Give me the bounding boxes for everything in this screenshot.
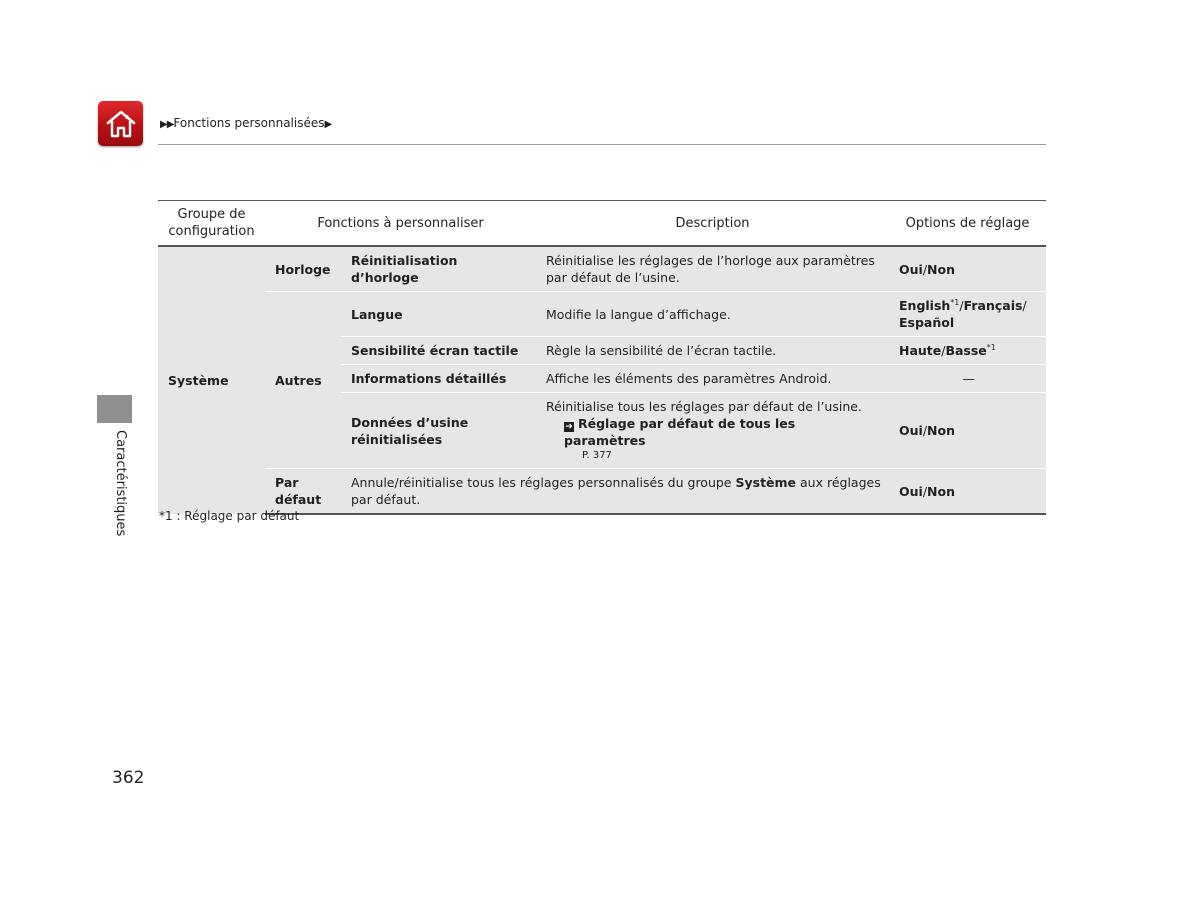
table-row xyxy=(158,469,1046,515)
description-cell xyxy=(536,393,889,469)
options-cell: — xyxy=(889,365,1046,393)
table-row xyxy=(158,292,1046,337)
category-cell: Horloge xyxy=(265,246,341,292)
function-cell: Réinitialisation d’horloge xyxy=(341,246,536,292)
header-options: Options de réglage xyxy=(889,201,1046,247)
footnote: *1 : Réglage par défaut xyxy=(159,509,300,523)
breadcrumb-suffix-arrow: ▶ xyxy=(324,119,332,130)
group-cell: Système xyxy=(158,246,265,514)
function-cell: Langue xyxy=(341,292,536,337)
options-cell: Oui/Non xyxy=(889,469,1046,515)
options-cell: English$^{*1}$/Français/ Español xyxy=(889,292,1046,337)
header-description: Description xyxy=(536,201,889,247)
category-cell: Autres xyxy=(265,292,341,469)
options-cell: Haute/Basse$^{*1}$ xyxy=(889,337,1046,365)
home-button[interactable] xyxy=(98,101,143,146)
header-group: Groupe de configuration xyxy=(158,201,265,247)
description-cell: Réinitialise les réglages de l’horloge aux paramètres par défaut de l’usine. xyxy=(536,246,889,292)
table-row xyxy=(158,246,1046,292)
description-cell: Affiche les éléments des paramètres Android. xyxy=(536,365,889,393)
breadcrumb-label[interactable]: Fonctions personnalisées xyxy=(173,116,325,130)
header-functions: Fonctions à personnaliser xyxy=(265,201,536,247)
description-cell: Modifie la langue d’affichage. xyxy=(536,292,889,337)
settings-table xyxy=(158,200,1046,515)
breadcrumb-prefix-arrows: ▶▶ xyxy=(160,119,174,130)
page-number: 362 xyxy=(112,768,145,788)
function-cell: Informations détaillés xyxy=(341,365,536,393)
header-divider xyxy=(158,144,1046,145)
page-reference[interactable]: P. 377 xyxy=(582,450,612,461)
category-cell: Par défaut xyxy=(265,469,341,515)
reference-arrow-icon: ➜ xyxy=(565,422,573,432)
function-cell: Données d’usine réinitialisées xyxy=(341,393,536,469)
options-cell: Oui/Non xyxy=(889,393,1046,469)
breadcrumb[interactable] xyxy=(160,116,331,130)
section-label: Caractéristiques xyxy=(113,430,128,537)
home-icon xyxy=(104,108,138,140)
section-tab-marker[interactable] xyxy=(97,395,132,423)
description-cell: Règle la sensibilité de l’écran tactile. xyxy=(536,337,889,365)
description-cell: Annule/réinitialise tous les réglages personnalisés du groupe Système aux réglages par défaut. xyxy=(341,469,889,515)
description-text: Réinitialise tous les réglages par défaut de l’usine. xyxy=(546,399,862,414)
table-header-row xyxy=(158,201,1046,247)
cross-reference-link[interactable]: ➜ Réglage par défaut de tous les paramètres xyxy=(564,416,796,448)
function-cell: Sensibilité écran tactile xyxy=(341,337,536,365)
options-cell: Oui/Non xyxy=(889,246,1046,292)
